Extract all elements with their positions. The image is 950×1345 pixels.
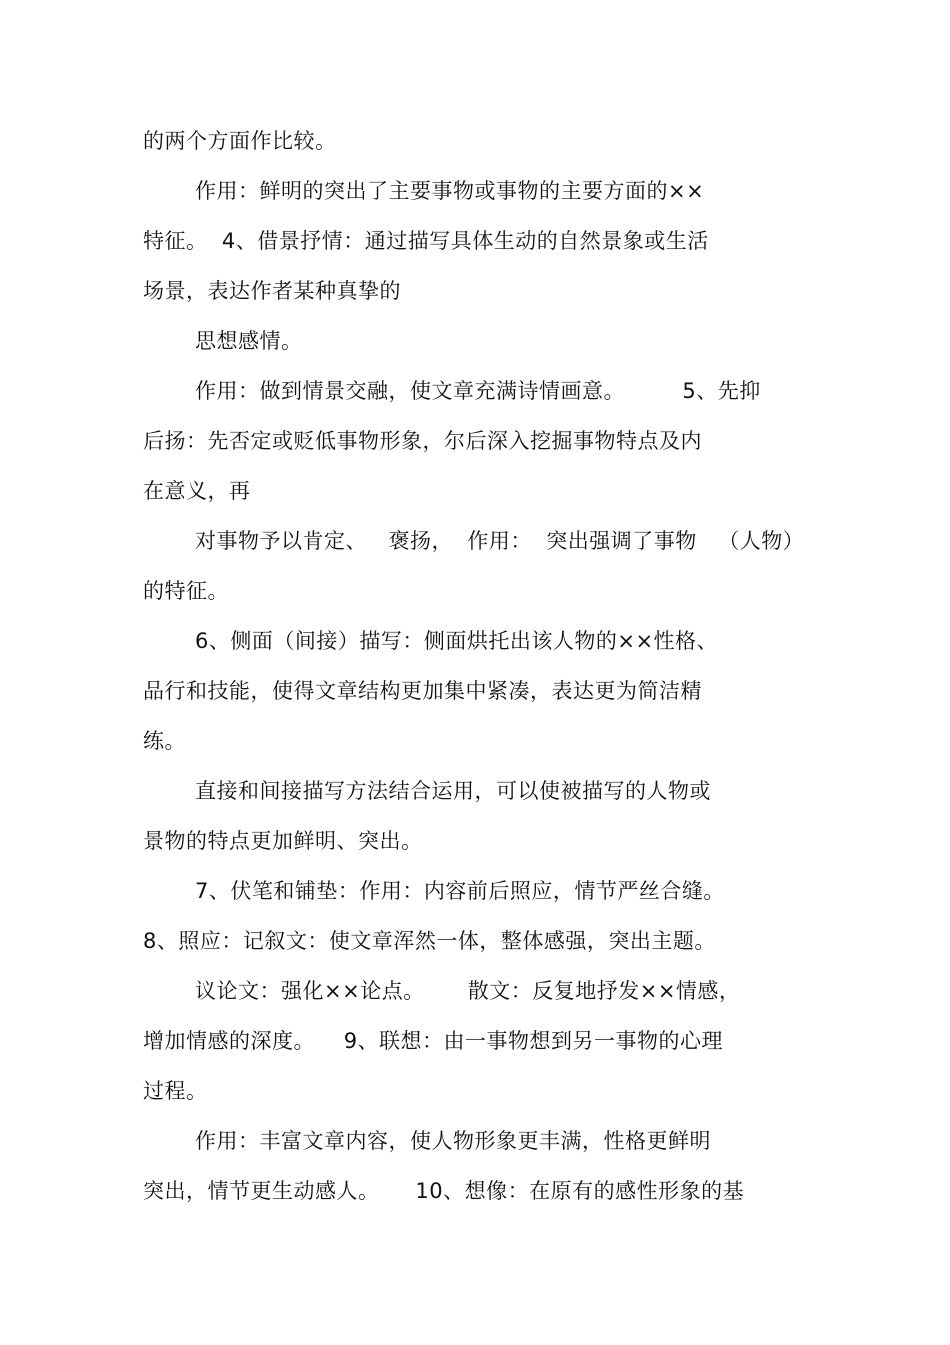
text-line: 6、侧面（间接）描写：侧面烘托出该人物的××性格、	[195, 629, 719, 653]
text-line: 练。	[143, 729, 186, 753]
text-line: 品行和技能，使得文章结构更加集中紧凑，表达更为简洁精	[143, 679, 702, 703]
text-line: 8、照应：记叙文：使文章浑然一体，整体感强，突出主题。	[143, 929, 716, 953]
text-line: 场景，表达作者某种真挚的	[143, 279, 401, 303]
text-line: 特征。 4、借景抒情：通过描写具体生动的自然景象或生活	[143, 229, 709, 253]
text-line: 7、伏笔和铺垫：作用：内容前后照应，情节严丝合缝。	[195, 879, 725, 903]
text-line: 在意义，再	[143, 479, 251, 503]
text-line: 后扬：先否定或贬低事物形象，尔后深入挖掘事物特点及内	[143, 429, 702, 453]
text-line: 的两个方面作比较。	[143, 129, 337, 153]
text-line: 过程。	[143, 1079, 208, 1103]
text-line: 作用：鲜明的突出了主要事物或事物的主要方面的××	[195, 179, 705, 203]
text-line: 作用：做到情景交融，使文章充满诗情画意。 5、先抑	[195, 379, 761, 403]
text-line: 作用：丰富文章内容，使人物形象更丰满，性格更鲜明	[195, 1129, 711, 1153]
text-line: 的特征。	[143, 579, 229, 603]
text-line: 景物的特点更加鲜明、突出。	[143, 829, 423, 853]
text-line: 议论文：强化××论点。 散文：反复地抒发××情感，	[195, 979, 741, 1003]
text-line: 对事物予以肯定、 褒扬， 作用： 突出强调了事物 （人物）	[195, 529, 805, 553]
text-line: 增加情感的深度。 9、联想：由一事物想到另一事物的心理	[143, 1029, 724, 1053]
text-line: 直接和间接描写方法结合运用，可以使被描写的人物或	[195, 779, 711, 803]
text-line: 突出，情节更生动感人。 10、想像：在原有的感性形象的基	[143, 1179, 745, 1203]
text-line: 思想感情。	[195, 329, 303, 353]
